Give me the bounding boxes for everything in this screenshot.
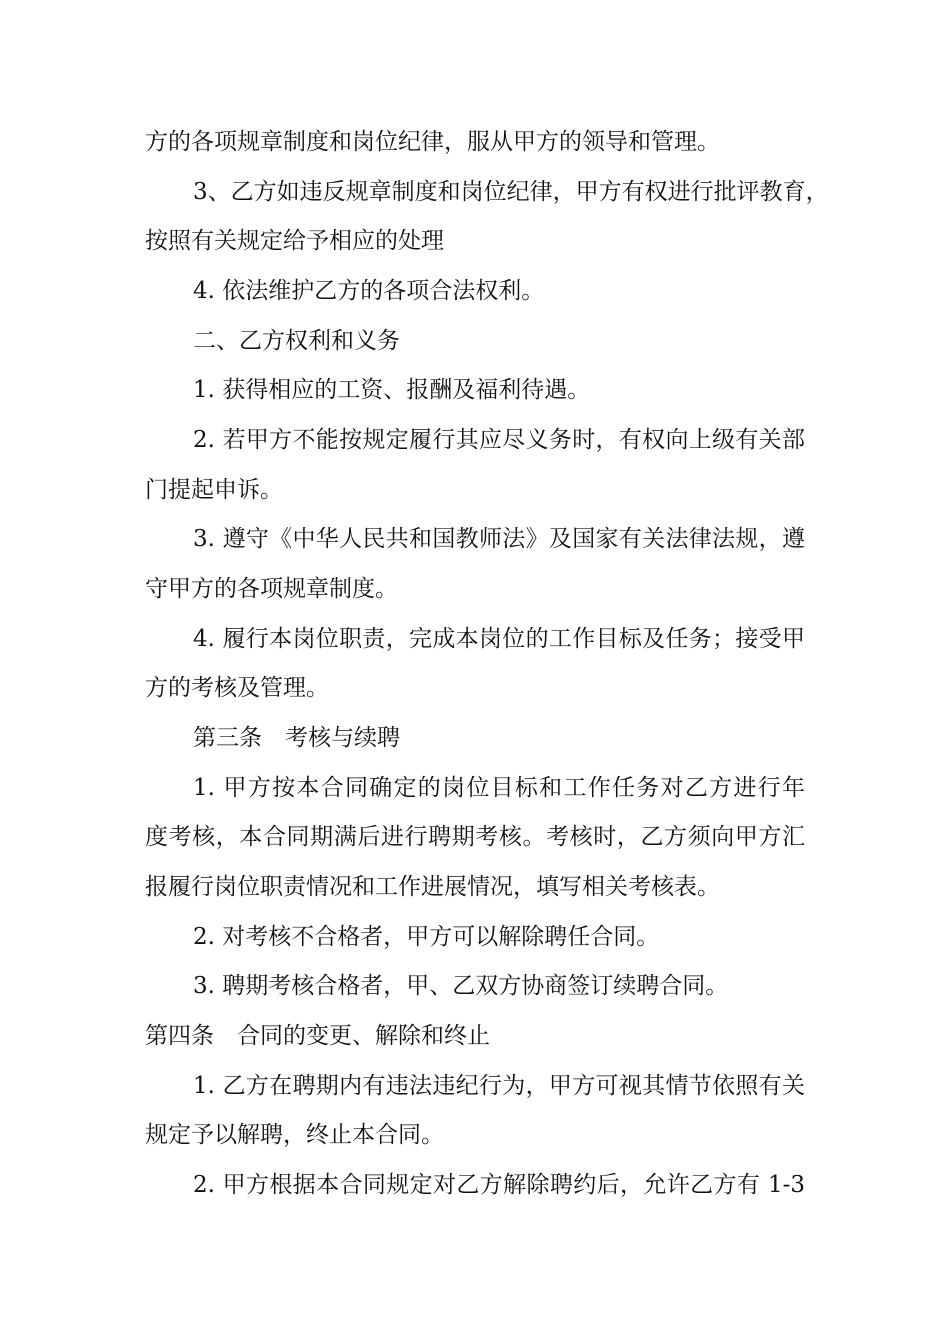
text-line: 方的考核及管理。 [145,675,329,701]
text-line: 2. 对考核不合格者，甲方可以解除聘任合同。 [193,924,660,950]
text-line: 守甲方的各项规章制度。 [145,576,398,602]
text-line: 1. 甲方按本合同确定的岗位目标和工作任务对乙方进行年 [193,775,805,801]
article-heading: 第四条 合同的变更、解除和终止 [145,1023,490,1049]
text-line: 4. 依法维护乙方的各项合法权利。 [193,278,545,304]
text-line: 4. 履行本岗位职责，完成本岗位的工作目标及任务；接受甲 [193,626,805,652]
text-line: 1. 获得相应的工资、报酬及福利待遇。 [193,377,591,403]
text-line: 门提起申诉。 [145,477,283,503]
section-heading: 二、乙方权利和义务 [193,328,400,354]
text-line: 规定予以解聘，终止本合同。 [145,1122,444,1148]
text-line: 报履行岗位职责情况和工作进展情况，填写相关考核表。 [145,874,720,900]
text-line: 3、乙方如违反规章制度和岗位纪律，甲方有权进行批评教育， [193,179,829,205]
text-line: 3. 遵守《中华人民共和国教师法》及国家有关法律法规，遵 [193,526,805,552]
text-line: 按照有关规定给予相应的处理 [145,228,444,254]
article-heading: 第三条 考核与续聘 [193,725,400,751]
text-line: 2. 甲方根据本合同规定对乙方解除聘约后，允许乙方有 1-3 [193,1172,805,1198]
text-line: 3. 聘期考核合格者，甲、乙双方协商签订续聘合同。 [193,973,729,999]
text-line: 1. 乙方在聘期内有违法违纪行为，甲方可视其情节依照有关 [193,1073,805,1099]
text-line: 2. 若甲方不能按规定履行其应尽义务时，有权向上级有关部 [193,427,805,453]
text-line: 方的各项规章制度和岗位纪律，服从甲方的领导和管理。 [145,129,720,155]
text-line: 度考核，本合同期满后进行聘期考核。考核时，乙方须向甲方汇 [145,824,805,850]
